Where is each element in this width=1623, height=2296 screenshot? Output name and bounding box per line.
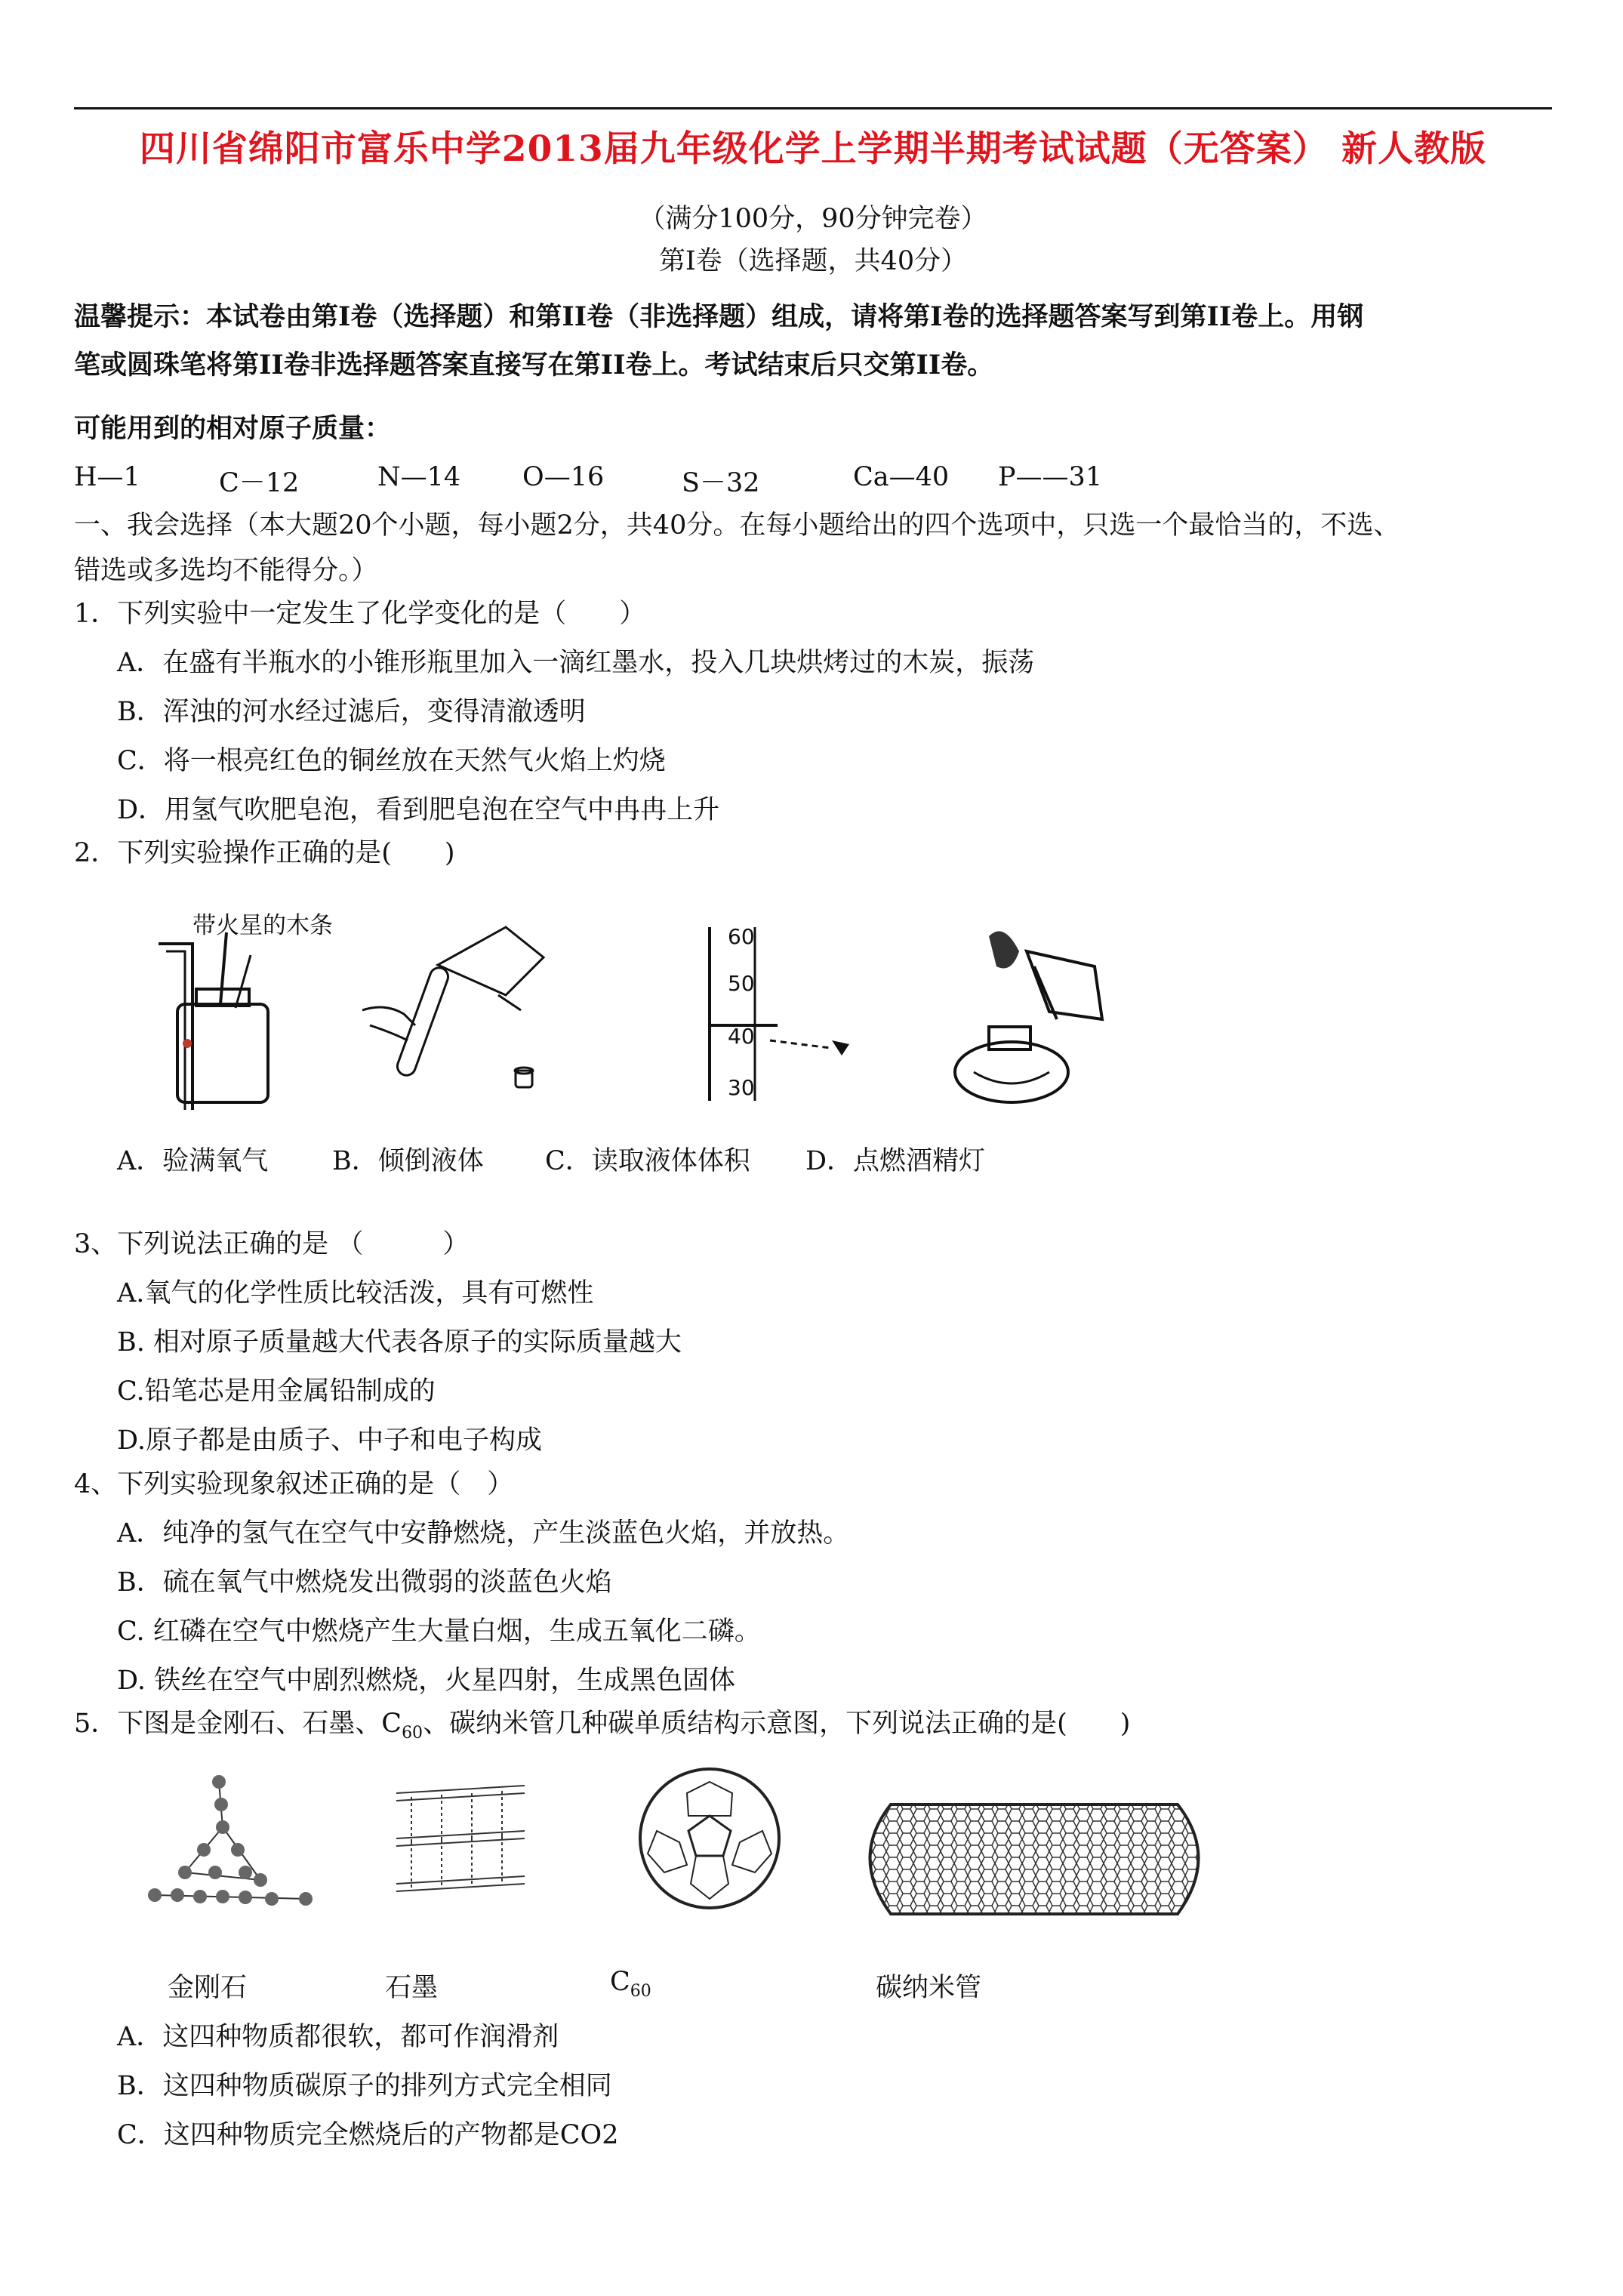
figure-oxygen-test <box>151 906 355 1117</box>
question-1-option-d: D．用氢气吹肥皂泡，看到肥皂泡在空气中冉冉上升 <box>117 795 720 825</box>
atomic-mass-item: N—14 <box>377 462 461 492</box>
scale-tick: 30 <box>728 1075 755 1100</box>
figure-label: 带火星的木条 <box>192 912 333 939</box>
question-5-stem-a: 5．下图是金刚石、石墨、C <box>74 1709 402 1739</box>
notice-line-1: 温馨提示：本试卷由第Ⅰ卷（选择题）和第II卷（非选择题）组成，请将第Ⅰ卷的选择题答案写到第II卷上。用钢 <box>74 301 1364 332</box>
question-1-option-b: B．浑浊的河水经过滤后，变得清澈透明 <box>117 697 586 727</box>
figure-nanotube <box>845 1797 1223 1922</box>
figure-read-volume <box>694 924 891 1108</box>
question-2-stem: 2．下列实验操作正确的是( ) <box>74 838 455 868</box>
question-4-option-a: A．纯净的氢气在空气中安静燃烧，产生淡蓝色火焰，并放热。 <box>117 1518 850 1549</box>
notice-line-2: 笔或圆珠笔将第II卷非选择题答案直接写在第II卷上。考试结束后只交第II卷。 <box>74 350 994 381</box>
scale-tick: 50 <box>728 971 755 996</box>
caption-diamond: 金刚石 <box>168 1973 248 2003</box>
atomic-mass-item: O—16 <box>522 462 605 492</box>
question-5-option-a: A．这四种物质都很软，都可作润滑剂 <box>117 2022 559 2052</box>
caption-graphite: 石墨 <box>385 1973 439 2003</box>
question-1-stem: 1．下列实验中一定发生了化学变化的是（ ） <box>74 599 646 629</box>
figure-c60 <box>634 1759 785 1918</box>
figure-alcohol-lamp <box>944 921 1117 1110</box>
caption-c60-main: C <box>610 1967 630 1997</box>
question-3-option-c: C.铅笔芯是用金属铅制成的 <box>117 1376 436 1407</box>
c60-structure-illustration <box>634 1759 785 1918</box>
question-3-option-d: D.原子都是由质子、中子和电子构成 <box>117 1425 542 1456</box>
question-5-stem-b: 、碳纳米管几种碳单质结构示意图，下列说法正确的是( ) <box>423 1709 1131 1739</box>
graphite-structure-illustration <box>389 1771 532 1914</box>
nanotube-structure-illustration <box>845 1797 1223 1922</box>
question-2-option-d: D．点燃酒精灯 <box>805 1146 986 1176</box>
question-5-option-b: B．这四种物质碳原子的排列方式完全相同 <box>117 2071 612 2101</box>
question-1-option-a: A．在盛有半瓶水的小锥形瓶里加入一滴红墨水，投入几块烘烤过的木炭，振荡 <box>117 648 1035 678</box>
atomic-mass-item: C－12 <box>219 468 300 498</box>
graduated-cylinder-illustration <box>694 927 891 1108</box>
question-4-option-d: D. 铁丝在空气中剧烈燃烧，火星四射，生成黑色固体 <box>117 1666 736 1696</box>
section-heading-2: 错选或多选均不能得分。） <box>74 556 378 586</box>
section-heading-1: 一、我会选择（本大题20个小题，每小题2分，共40分。在每小题给出的四个选项中，只选一个最恰当的，不选、 <box>74 510 1400 541</box>
atomic-mass-item: Ca—40 <box>853 462 950 492</box>
top-rule <box>74 107 1552 109</box>
score-note: （满分100分，90分钟完卷） <box>639 204 987 234</box>
question-3-option-a: A.氧气的化学性质比较活泼，具有可燃性 <box>117 1278 594 1308</box>
volume-title: 第Ⅰ卷（选择题，共40分） <box>658 246 968 276</box>
figure-pour-liquid <box>347 912 581 1123</box>
atomic-mass-item: P——31 <box>998 462 1103 492</box>
atomic-mass-label: 可能用到的相对原子质量： <box>74 413 392 444</box>
question-4-option-c: C. 红磷在空气中燃烧产生大量白烟，生成五氧化二磷。 <box>117 1616 761 1647</box>
page-title: 四川省绵阳市富乐中学2013届九年级化学上学期半期考试试题（无答案） 新人教版 <box>139 128 1487 170</box>
question-2-option-a: A．验满氧气 <box>117 1146 269 1176</box>
question-4-option-b: B．硫在氧气中燃烧发出微弱的淡蓝色火焰 <box>117 1567 612 1598</box>
atomic-mass-item: S－32 <box>682 468 760 498</box>
caption-c60 <box>610 1967 651 2001</box>
question-1-option-c: C．将一根亮红色的铜丝放在天然气火焰上灼烧 <box>117 746 666 776</box>
scale-tick: 40 <box>728 1024 755 1049</box>
question-5-option-c: C．这四种物质完全燃烧后的产物都是CO2 <box>117 2120 619 2150</box>
alcohol-lamp-illustration <box>944 921 1117 1110</box>
question-2-option-c: C．读取液体体积 <box>545 1146 750 1176</box>
caption-nanotube: 碳纳米管 <box>876 1973 982 2003</box>
caption-c60-sub: 60 <box>630 1982 651 2001</box>
question-5-stem-sub: 60 <box>402 1724 423 1743</box>
pouring-illustration <box>347 912 581 1123</box>
diamond-structure-illustration <box>140 1767 321 1918</box>
scale-tick: 60 <box>728 924 755 949</box>
question-3-stem: 3、下列说法正确的是 （ ） <box>74 1229 470 1259</box>
figure-diamond <box>140 1767 321 1918</box>
figure-graphite <box>389 1771 532 1914</box>
atomic-mass-item: H—1 <box>74 462 140 492</box>
question-4-stem: 4、下列实验现象叙述正确的是（ ） <box>74 1469 514 1499</box>
question-5-stem <box>74 1703 1130 1743</box>
question-3-option-b: B. 相对原子质量越大代表各原子的实际质量越大 <box>117 1327 682 1358</box>
question-2-option-b: B．倾倒液体 <box>332 1146 484 1176</box>
